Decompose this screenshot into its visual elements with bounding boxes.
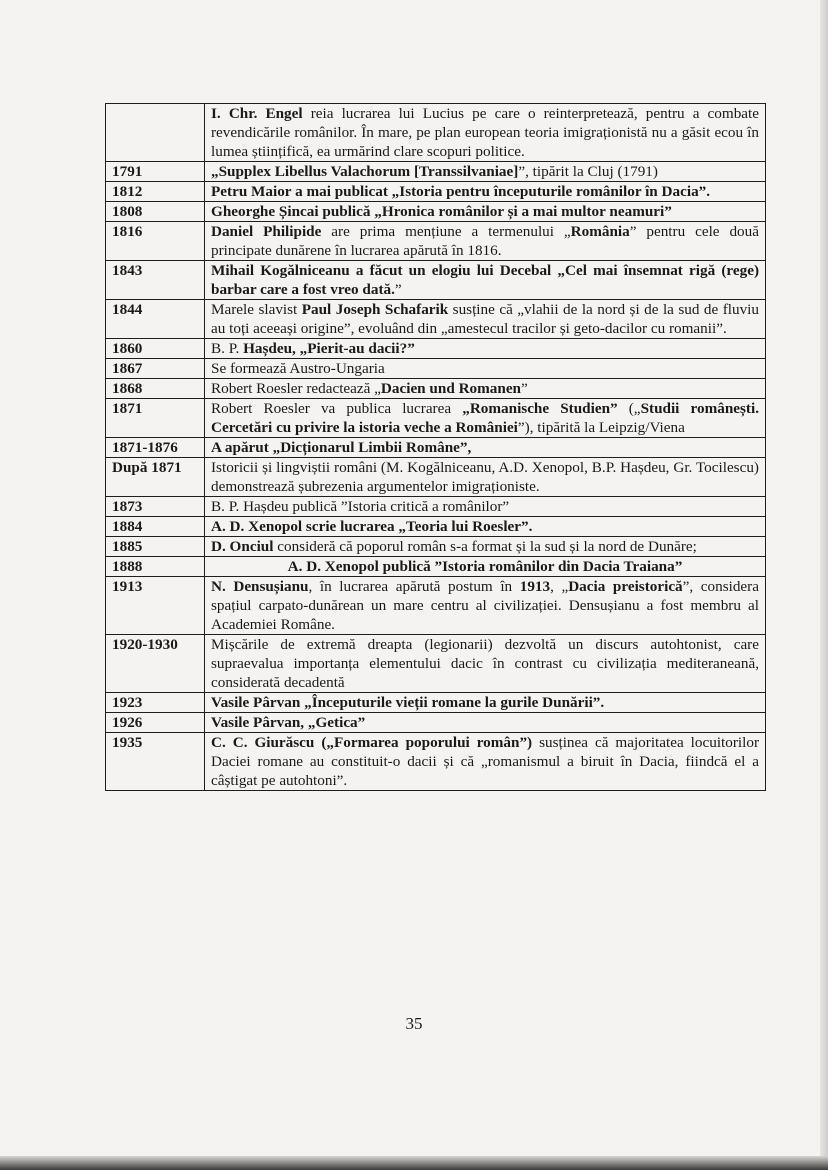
event-cell	[205, 182, 766, 202]
event-text: ”), tipărită la Leipzig/Viena	[517, 419, 685, 436]
year-cell: 1812	[106, 182, 205, 202]
event-cell	[205, 300, 766, 339]
event-text: Istoricii și lingviștii români (M. Kogălniceanu, A.D. Xenopol, B.P. Hașdeu, Gr. Tocilescu) demonstrează șubrezenia argumentelor imigraționiste.	[211, 459, 759, 495]
event-text: B. P. Hașdeu publică ”Istoria critică a românilor”	[211, 498, 510, 515]
event-text: Hașdeu, „Pierit-au dacii?”	[243, 340, 415, 357]
event-cell	[205, 557, 766, 577]
table-row	[106, 733, 766, 791]
year-cell: 1871-1876	[106, 438, 205, 458]
table-row	[106, 458, 766, 497]
event-text: A. D. Xenopol scrie lucrarea „Teoria lui Roesler”.	[211, 518, 533, 535]
table-row	[106, 635, 766, 693]
event-cell	[205, 104, 766, 162]
table-row	[106, 557, 766, 577]
year-cell: 1871	[106, 399, 205, 438]
event-text: B. P.	[211, 340, 244, 357]
year-cell: 1843	[106, 261, 205, 300]
table-row	[106, 517, 766, 537]
event-text: Dacien und Romanen	[380, 380, 522, 397]
event-text: „Supplex Libellus Valachorum [Transsilvaniae]	[211, 163, 519, 180]
table-row	[106, 104, 766, 162]
event-text: ” pentru cele două principate dunărene în lucrarea apărută în 1816.	[211, 223, 759, 259]
year-cell: 1791	[106, 162, 205, 182]
table-row	[106, 713, 766, 733]
year-cell	[106, 104, 205, 162]
event-cell	[205, 339, 766, 359]
table-row	[106, 438, 766, 458]
event-text: („	[617, 400, 641, 417]
event-text: C. C. Giurăscu („Formarea poporului român”)	[211, 734, 533, 751]
table-row	[106, 577, 766, 635]
event-cell	[205, 635, 766, 693]
year-cell: 1867	[106, 359, 205, 379]
year-cell: După 1871	[106, 458, 205, 497]
year-cell: 1885	[106, 537, 205, 557]
year-cell: 1816	[106, 222, 205, 261]
event-cell	[205, 438, 766, 458]
event-cell	[205, 693, 766, 713]
event-text: ”, tipărit la Cluj (1791)	[518, 163, 658, 180]
table-row	[106, 300, 766, 339]
event-cell	[205, 261, 766, 300]
year-cell: 1860	[106, 339, 205, 359]
table-row	[106, 359, 766, 379]
event-cell	[205, 713, 766, 733]
year-cell: 1923	[106, 693, 205, 713]
event-text: D. Onciul	[211, 538, 274, 555]
event-text: A apărut „Dicționarul Limbii Române”,	[211, 439, 472, 456]
scan-shadow	[0, 1156, 828, 1170]
event-text: susține că „vlahii de la nord și de la sud de fluviu au toți aceeași origine”, evoluând din „amestecul tracilor și geto-dacilor cu romanii”.	[211, 301, 759, 337]
event-cell	[205, 458, 766, 497]
event-text: Daniel Philipide	[211, 223, 322, 240]
event-text: 1913	[519, 578, 551, 595]
page-edge	[820, 0, 828, 1170]
year-cell: 1873	[106, 497, 205, 517]
event-cell	[205, 162, 766, 182]
year-cell: 1888	[106, 557, 205, 577]
event-text: Gheorghe Șincai publică „Hronica românilor și a mai multor neamuri”	[211, 203, 672, 220]
event-cell	[205, 497, 766, 517]
event-text: Studii românești. Cercetări cu privire la istoria veche a României	[211, 400, 759, 436]
event-text: Mișcările de extremă dreapta (legionarii) dezvoltă un discurs autohtonist, care supraevalua importanța elementului dacic în contrast cu civilizația mediteraneană, considerată decadentă	[211, 636, 759, 691]
chronology-table	[105, 103, 766, 791]
event-text: I. Chr. Engel	[211, 105, 303, 122]
event-text: consideră că poporul român s-a format și la sud și la nord de Dunăre;	[273, 538, 697, 555]
event-text: România	[570, 223, 630, 240]
event-text: Paul Joseph Schafarik	[301, 301, 449, 318]
event-text: N. Densușianu	[211, 578, 309, 595]
event-text: ”	[521, 380, 528, 397]
event-text: Se formează Austro-Ungaria	[211, 360, 385, 377]
year-cell: 1884	[106, 517, 205, 537]
year-cell: 1868	[106, 379, 205, 399]
table-row	[106, 693, 766, 713]
chronology-rows	[106, 104, 766, 791]
page-number: 35	[405, 1014, 423, 1033]
event-text: are prima mențiune a termenului „	[321, 223, 571, 240]
event-text: ”	[394, 281, 402, 298]
event-cell	[205, 359, 766, 379]
year-cell: 1920-1930	[106, 635, 205, 693]
event-text: susținea că majoritatea locuitorilor Daciei romane au constituit-o dacii și că „romanismul a biruit în Dacia, fiindcă el a câștigat pe autohtoni”.	[211, 734, 759, 789]
event-text: Vasile Pârvan, „Getica”	[211, 714, 366, 731]
event-text: Dacia preistorică	[568, 578, 683, 595]
event-text: „Romanische Studien”	[462, 400, 618, 417]
event-text: Petru Maior a mai publicat „Istoria pentru începuturile românilor în Dacia”.	[211, 183, 711, 200]
year-cell: 1844	[106, 300, 205, 339]
event-text: , „	[550, 578, 569, 595]
event-cell	[205, 379, 766, 399]
table-row	[106, 202, 766, 222]
table-row	[106, 162, 766, 182]
event-text: Mihail Kogălniceanu a făcut un elogiu lui Decebal „Cel mai însemnat rigă (rege) barbar care a fost vreo dată.	[211, 262, 759, 298]
event-text: reia lucrarea lui Lucius pe care o reinterpretează, pentru a combate revendicările românilor. În mare, pe plan european teoria imigraționistă nu a găsit ecou în lumea științifică, ea urmărind clare scopuri politice.	[211, 105, 759, 160]
event-text: Marele slavist	[211, 301, 302, 318]
event-cell	[205, 577, 766, 635]
table-row	[106, 222, 766, 261]
event-text: ”, considera spațiul carpato-dunărean un mare centru al civilizației. Densușianu a fost membru al Academiei Române.	[211, 578, 759, 633]
event-cell	[205, 733, 766, 791]
event-text: , în lucrarea apărută postum în	[308, 578, 520, 595]
event-cell	[205, 222, 766, 261]
table-row	[106, 399, 766, 438]
table-row	[106, 339, 766, 359]
table-row	[106, 379, 766, 399]
year-cell: 1913	[106, 577, 205, 635]
event-cell	[205, 537, 766, 557]
event-text: Robert Roesler redactează „	[211, 380, 381, 397]
year-cell: 1808	[106, 202, 205, 222]
event-cell	[205, 202, 766, 222]
event-text: A. D. Xenopol publică ”Istoria românilor din Dacia Traiana”	[287, 558, 683, 575]
event-cell	[205, 517, 766, 537]
table-row	[106, 261, 766, 300]
table-row	[106, 182, 766, 202]
table-row	[106, 537, 766, 557]
event-cell	[205, 399, 766, 438]
table-row	[106, 497, 766, 517]
year-cell: 1926	[106, 713, 205, 733]
event-text: Robert Roesler va publica lucrarea	[211, 400, 463, 417]
year-cell: 1935	[106, 733, 205, 791]
event-text: Vasile Pârvan „Începuturile vieții romane la gurile Dunării”.	[211, 694, 605, 711]
